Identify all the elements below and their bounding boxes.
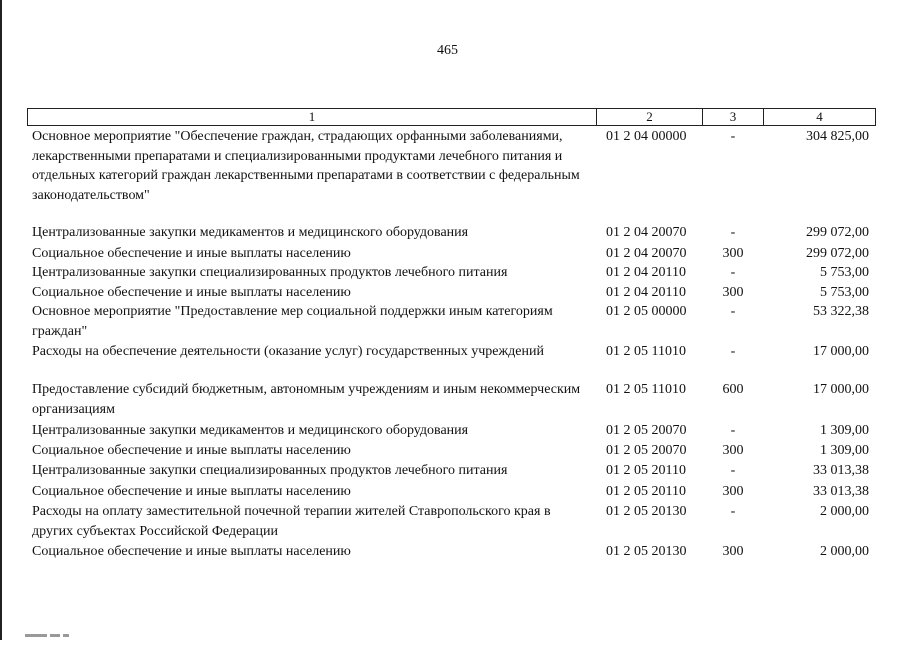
row-type: -	[730, 423, 736, 438]
row-amount: 1 309,00	[820, 423, 869, 438]
row-name: Социальное обеспечение и иные выплаты населению	[32, 484, 351, 499]
row-name: Расходы на обеспечение деятельности (оказание услуг) государственных учреждений	[32, 344, 544, 359]
row-type: 600	[722, 382, 744, 397]
row-name: Социальное обеспечение и иные выплаты населению	[32, 285, 351, 300]
row-code: 01 2 05 00000	[606, 304, 687, 319]
row-code: 01 2 04 20070	[606, 246, 687, 261]
row-name: Централизованные закупки специализированных продуктов лечебного питания	[32, 265, 508, 280]
row-amount: 304 825,00	[806, 129, 869, 144]
row-amount: 33 013,38	[813, 463, 869, 478]
row-code: 01 2 05 20110	[606, 484, 686, 499]
row-type: -	[730, 504, 736, 519]
row-name: Предоставление субсидий бюджетным, автономным учреждениям и иным некоммерческим организациям	[32, 382, 581, 417]
row-amount: 2 000,00	[820, 504, 869, 519]
row-type: -	[730, 129, 736, 144]
row-type: -	[730, 265, 736, 280]
row-name: Основное мероприятие "Обеспечение граждан, страдающих орфанными заболеваниями, лекарственными препаратами и специализированными продуктами лечебного питания и отдельных категорий граждан лекарственными препаратами в соответствии с федеральным законодательством"	[32, 129, 580, 203]
row-amount: 53 322,38	[813, 304, 869, 319]
row-type: 300	[722, 544, 744, 559]
row-code: 01 2 05 20110	[606, 463, 686, 478]
row-type: -	[730, 304, 736, 319]
column-header-4: 4	[763, 108, 876, 126]
row-code: 01 2 05 20070	[606, 443, 687, 458]
row-amount: 5 753,00	[820, 285, 869, 300]
row-type: 300	[722, 246, 744, 261]
row-amount: 17 000,00	[813, 382, 869, 397]
row-code: 01 2 05 20130	[606, 544, 687, 559]
row-name: Централизованные закупки специализированных продуктов лечебного питания	[32, 463, 508, 478]
row-amount: 5 753,00	[820, 265, 869, 280]
page-number: 465	[437, 43, 458, 58]
row-code: 01 2 05 20130	[606, 504, 687, 519]
row-code: 01 2 05 11010	[606, 344, 686, 359]
row-code: 01 2 05 20070	[606, 423, 687, 438]
row-name: Централизованные закупки медикаментов и медицинского оборудования	[32, 225, 469, 240]
column-header-3: 3	[702, 108, 764, 126]
row-code: 01 2 04 00000	[606, 129, 687, 144]
row-amount: 33 013,38	[813, 484, 869, 499]
row-type: 300	[722, 484, 744, 499]
row-name: Социальное обеспечение и иные выплаты населению	[32, 246, 351, 261]
row-type: -	[730, 344, 736, 359]
row-amount: 299 072,00	[806, 225, 869, 240]
row-amount: 299 072,00	[806, 246, 869, 261]
column-header-2: 2	[596, 108, 703, 126]
column-header-1: 1	[27, 108, 597, 126]
row-type: -	[730, 463, 736, 478]
row-name: Социальное обеспечение и иные выплаты населению	[32, 544, 351, 559]
page-left-border	[0, 0, 2, 640]
row-type: 300	[722, 285, 744, 300]
row-amount: 2 000,00	[820, 544, 869, 559]
row-code: 01 2 05 11010	[606, 382, 686, 397]
scan-footer-mark	[25, 634, 85, 640]
row-code: 01 2 04 20110	[606, 265, 686, 280]
row-name: Расходы на оплату заместительной почечной терапии жителей Ставропольского края в других субъектах Российской Федерации	[32, 504, 551, 539]
row-code: 01 2 04 20110	[606, 285, 686, 300]
row-type: -	[730, 225, 736, 240]
row-amount: 1 309,00	[820, 443, 869, 458]
row-amount: 17 000,00	[813, 344, 869, 359]
row-code: 01 2 04 20070	[606, 225, 687, 240]
row-name: Централизованные закупки медикаментов и медицинского оборудования	[32, 423, 469, 438]
row-name: Основное мероприятие "Предоставление мер социальной поддержки иным категориям граждан"	[32, 304, 553, 339]
row-type: 300	[722, 443, 744, 458]
row-name: Социальное обеспечение и иные выплаты населению	[32, 443, 351, 458]
